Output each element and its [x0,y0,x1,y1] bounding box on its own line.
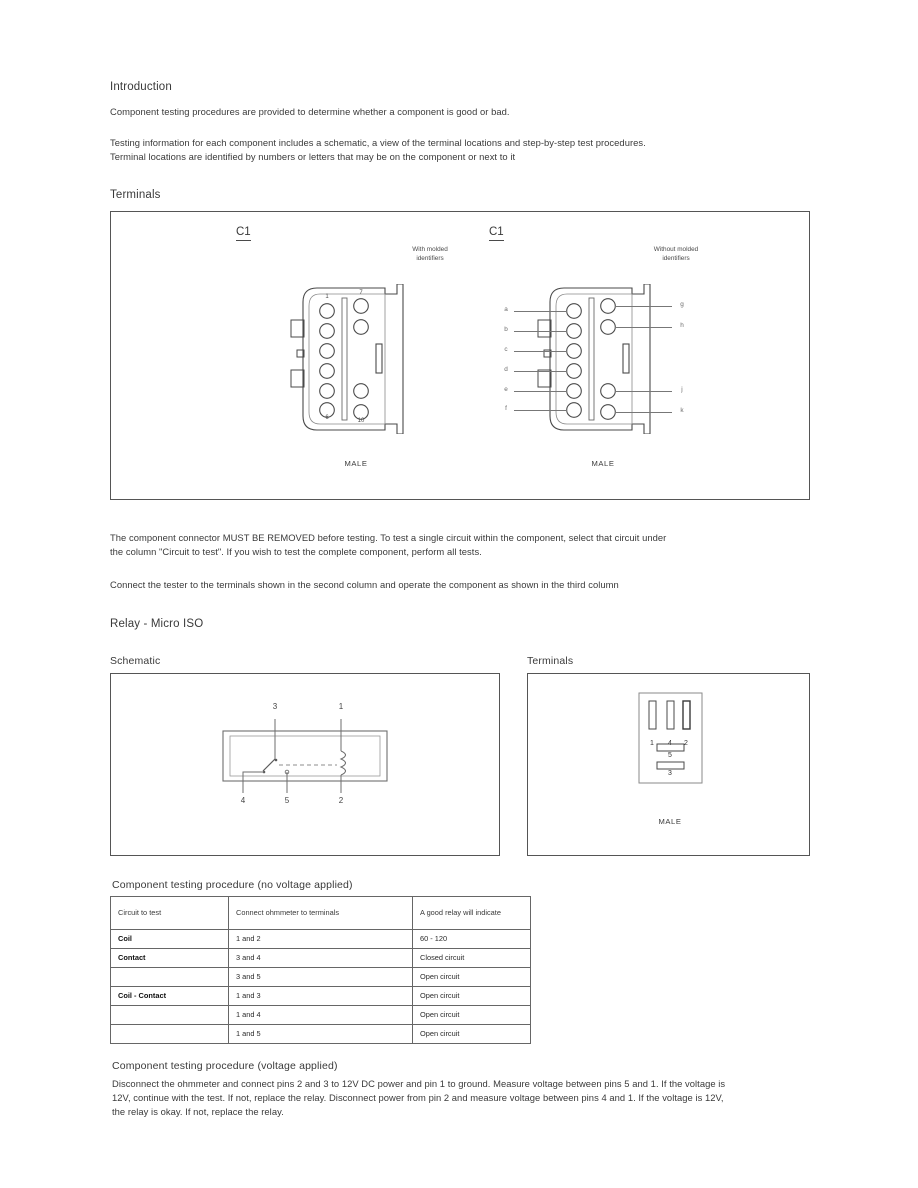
voltage-procedure-line-2: 12V, continue with the test. If not, replace the relay. Disconnect power from pin 2 and measure voltage between pins 4 and 1. If the voltage is 12V, [112,1092,724,1103]
table-row [111,930,531,949]
table-header-indicate: A good relay will indicate [413,897,531,930]
connector-right-label-c: c [504,346,508,353]
relay-schematic-drawing [219,719,399,799]
table-cell-terminals: 3 and 5 [229,968,413,987]
terminals-view-footer-male: MALE [658,817,682,826]
leader-line-b [514,331,567,332]
introduction-paragraph-1: Component testing procedures are provided to determine whether a component is good or bad. [110,106,510,117]
schematic-heading: Schematic [110,655,161,667]
connector-left-subtitle-line-1: With molded [412,246,448,253]
schematic-bottom-label-2: 2 [338,796,344,805]
leader-line-g [615,306,672,307]
connector-left-pin-label-1: 1 [325,294,329,300]
voltage-procedure-line-1: Disconnect the ohmmeter and connect pins 2 and 3 to 12V DC power and pin 1 to ground. Measure voltage between pins 5 and 1. If the voltage is [112,1078,726,1089]
connector-right-label-f: f [505,405,507,412]
schematic-figure-box [110,673,500,856]
leader-line-k [615,412,672,413]
connector-right-label-b: b [504,326,508,333]
table-cell-indicate: 60 - 120 [413,930,531,949]
leader-line-e [514,391,567,392]
connector-left-drawing [289,284,424,434]
schematic-top-label-3: 3 [272,702,278,711]
table-row [111,949,531,968]
leader-line-a [514,311,567,312]
table-cell-terminals: 1 and 3 [229,987,413,1006]
leader-line-f [514,410,567,411]
terminal-blade-label-2: 2 [684,740,688,747]
connector-left-footer-male: MALE [344,459,368,468]
table-cell-circuit [111,1025,229,1044]
table-cell-terminals: 1 and 5 [229,1025,413,1044]
table-cell-circuit: Coil - Contact [111,987,229,1006]
schematic-bottom-label-5: 5 [284,796,290,805]
table-cell-circuit: Coil [111,930,229,949]
leader-line-j [615,391,672,392]
table-row [111,968,531,987]
table-cell-terminals: 1 and 2 [229,930,413,949]
voltage-procedure-line-3: the relay is okay. If not, replace the relay. [112,1106,284,1117]
table-cell-indicate: Closed circuit [413,949,531,968]
leader-line-d [514,371,567,372]
table-cell-circuit: Contact [111,949,229,968]
terminals-view-heading: Terminals [527,655,574,667]
table-cell-indicate: Open circuit [413,1025,531,1044]
terminal-blade-label-4: 4 [668,740,672,747]
notice-line-1: The component connector MUST BE REMOVED before testing. To test a single circuit within the component, select that circuit under [110,532,667,543]
table-row [111,1025,531,1044]
connector-right-footer-male: MALE [591,459,615,468]
connector-left-title: C1 [236,226,251,241]
table-cell-indicate: Open circuit [413,968,531,987]
table-cell-terminals: 3 and 4 [229,949,413,968]
connector-right-label-a: a [504,306,508,313]
connector-left-pin-label-7: 7 [359,290,363,296]
terminals-figure-box [110,211,810,500]
table-header-row [111,897,531,930]
notice-line-2: the column "Circuit to test". If you wish to test the complete component, perform all tests. [110,546,482,557]
connector-right-label-d: d [504,366,508,373]
voltage-procedure-heading: Component testing procedure (voltage applied) [112,1060,338,1072]
connector-left-subtitle-line-2: identifiers [416,255,444,262]
notice-line-3: Connect the tester to the terminals shown in the second column and operate the component as shown in the third column [110,579,619,590]
connector-right-label-h: h [680,322,684,329]
component-heading: Relay - Micro ISO [110,618,204,630]
connector-right-label-k: k [680,407,684,414]
introduction-paragraph-2-line-1: Testing information for each component includes a schematic, a view of the terminal locations and step-by-step test procedures. [110,137,646,148]
terminals-section-heading: Terminals [110,189,161,201]
table-header-terminals: Connect ohmmeter to terminals [229,897,413,930]
table-row [111,987,531,1006]
leader-line-c [514,351,567,352]
connector-right-title: C1 [489,226,504,241]
table-row [111,1006,531,1025]
connector-right-label-g: g [680,301,684,308]
terminal-blade-label-1: 1 [650,740,654,747]
connector-right-subtitle-line-2: identifiers [662,255,690,262]
connector-left-pin-label-6: 6 [325,415,329,421]
leader-line-h [615,327,672,328]
schematic-top-label-1: 1 [338,702,344,711]
component-test-table [110,896,531,1044]
connector-right-subtitle-line-1: Without molded [653,246,699,253]
connector-right-label-j: j [681,386,683,393]
table-cell-indicate: Open circuit [413,1006,531,1025]
terminal-bar-label-5: 5 [668,752,672,759]
test-table-heading: Component testing procedure (no voltage applied) [112,879,353,891]
connector-right-label-e: e [504,386,508,393]
introduction-heading: Introduction [110,81,172,93]
introduction-paragraph-2-line-2: Terminal locations are identified by numbers or letters that may be on the component or next to it [110,151,516,162]
table-cell-circuit [111,968,229,987]
table-cell-indicate: Open circuit [413,987,531,1006]
terminal-bar-label-3: 3 [668,770,672,777]
connector-left-pin-label-10: 10 [357,418,365,424]
table-cell-terminals: 1 and 4 [229,1006,413,1025]
table-cell-circuit [111,1006,229,1025]
table-header-circuit: Circuit to test [111,897,229,930]
schematic-bottom-label-4: 4 [240,796,246,805]
terminals-view-figure-box [527,673,810,856]
